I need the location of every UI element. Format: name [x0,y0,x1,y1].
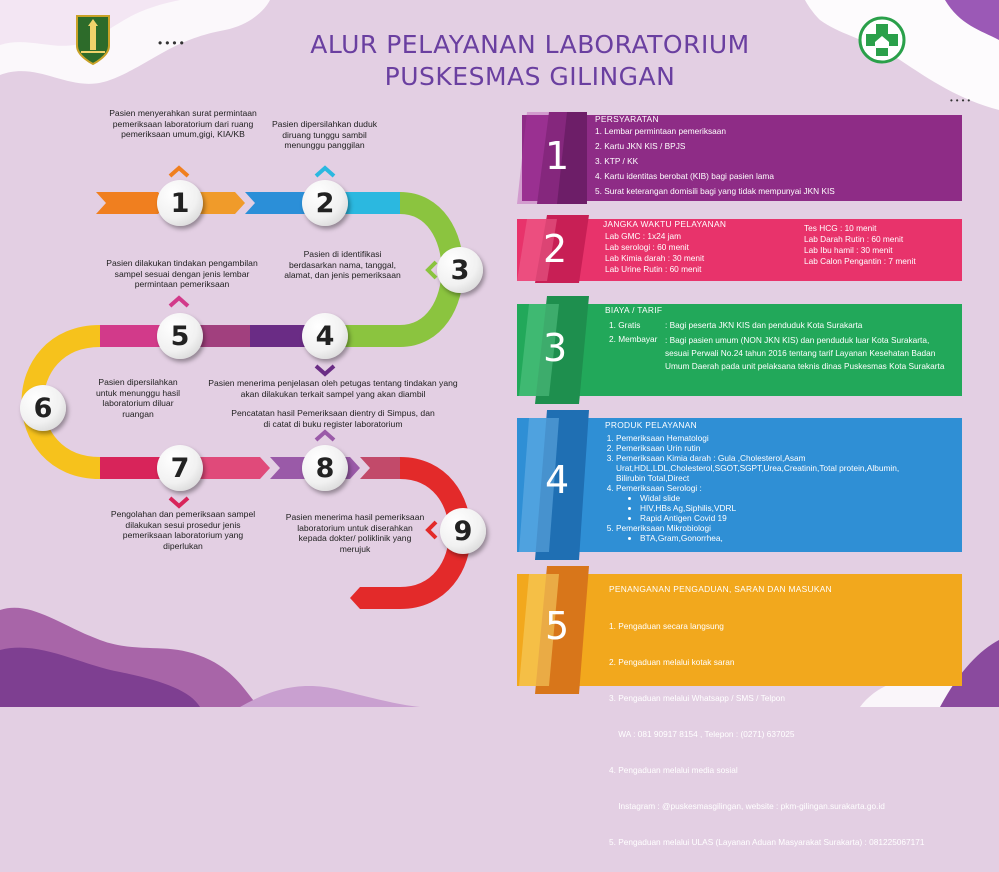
list-item: 4. Pengaduan melalui media sosial [609,765,738,775]
list-item: Instagram : @puskesmasgilingan, website : pkm-gilingan.surakarta.go.id [609,801,885,811]
panel-3-bayar-label: 2. Membayar [609,334,658,344]
step-8-text: Pencatatan hasil Pemeriksaan dientry di Simpus, dan di catat di buku register laboratorium [231,408,435,429]
step-3-text: Pasien di identifikasi berdasarkan nama, tanggal, alamat, dan jenis pemeriksaan [284,249,401,280]
step-6-text: Pasien dipersilahkan untuk menunggu hasil laboratorium diluar ruangan [95,377,181,419]
list-item: 5. Pengaduan melalui ULAS (Layanan Aduan Masyarakat Surakarta) : 081225067171 [609,837,925,847]
list-item: • Rapid Antigen Covid 19 [640,513,910,523]
list-item: Lab Kimia darah : 30 menit [605,253,705,263]
step-7-text: Pengolahan dan pemeriksaan sampel dilakukan sesui prosedur jenis pemeriksaan laboratorium yang diperlukan [110,509,256,551]
step-2-ball: 2 [302,180,348,226]
list-item: Lab Calon Pengantin : 7 menit [804,256,916,266]
panel-3-bayar-text: : Bagi pasien umum (NON JKN KIS) dan penduduk luar Kota Surakarta, sesuai Perwali No.24 tahun 2016 tentang tarif Layanan Kesehatan Badan Umum Daerah pada unit pelaksana teknis dinas Puskesmas Kota Surakarta [665,335,945,371]
step-4-ball: 4 [302,313,348,359]
list-item: Tes HCG : 10 menit [804,223,877,233]
list-item: • BTA,Gram,Gonorrhea, [640,533,910,543]
step-7-ball: 7 [157,445,203,491]
panel-1-number: 1 [545,134,570,178]
list-item: 4. Pemeriksaan Serologi : • Widal slide • HIV,HBs Ag,Siphilis,VDRL • Rapid Antigen Covid 19 [616,483,910,523]
list-item: 1. Pengaduan secara langsung [609,621,724,631]
step-5-ball: 5 [157,313,203,359]
step-8-ball: 8 [302,445,348,491]
list-item: 5. Surat keterangan domisili bagi yang tidak mempunyai JKN KIS [595,186,835,196]
panel-4-title: PRODUK PELAYANAN [605,420,697,430]
puskesmas-logo [858,16,906,64]
list-item: Lab Urine Rutin : 60 menit [605,264,702,274]
step-9-ball: 9 [440,508,486,554]
step-6-ball: 6 [20,385,66,431]
step-1-text: Pasien menyerahkan surat permintaan pemeriksaan laboratorium dari ruang pemeriksaan umum,gigi, KIA/KB [109,108,257,139]
list-item: Lab Ibu hamil : 30 menit [804,245,893,255]
step-9-text: Pasien menerima hasil pemeriksaan laboratorium untuk diserahkan kepada dokter/ poliklinik yang merujuk [285,512,425,554]
flow-ribbon [0,0,520,707]
panel-3-gratis-label: 1. Gratis [609,320,641,330]
step-1-ball: 1 [157,180,203,226]
list-item: 3. KTP / KK [595,156,639,166]
step-5-text: Pasien dilakukan tindakan pengambilan sampel sesuai dengan jenis lembar permintaan pemeriksaan [106,258,258,289]
panel-1-title: PERSYARATAN [595,114,659,124]
panel-jangka-waktu [517,215,962,283]
list-item: 3. Pemeriksaan Kimia darah : Gula ,Cholesterol,Asam Urat,HDL,LDL,Cholesterol,SGOT,SGPT,Urea,Creatinin,Total protein,Albumin, Bilirubin Total,Direct [616,453,910,483]
step-2-text: Pasien dipersilahkan duduk diruang tunggu sambil menunggu panggilan [271,119,378,150]
decorative-dots: •••• [950,96,974,105]
panel-2-col1 [605,231,805,275]
page-title-line2: PUSKESMAS GILINGAN [384,62,676,91]
page-title-line1: ALUR PELAYANAN LABORATORIUM [310,30,750,59]
list-item: 2. Pemeriksaan Urin rutin [616,443,910,453]
panel-1-list [595,126,955,197]
list-item: Lab Darah Rutin : 60 menit [804,234,904,244]
list-item: 5. Pemeriksaan Mikrobiologi • BTA,Gram,Gonorrhea, [616,523,910,543]
panel-2-number: 2 [543,227,568,271]
list-item: Lab GMC : 1x24 jam [605,231,682,241]
list-item: • HIV,HBs Ag,Siphilis,VDRL [640,503,910,513]
panel-pengaduan [517,566,962,847]
list-item: 3. Pengaduan melalui Whatsapp / SMS / Telpon [609,693,786,703]
panel-produk [517,410,962,560]
list-item: 4. Kartu identitas berobat (KIB) bagi pasien lama [595,171,774,181]
step-3-ball: 3 [437,247,483,293]
panel-3-number: 3 [543,326,568,370]
panel-4-list [605,433,910,543]
decorative-dots: •••• [158,36,187,50]
panel-persyaratan [517,112,962,204]
step-4-text: Pasien menerima penjelasan oleh petugas tentang tindakan yang akan dilakukan terkait sampel yang akan diambil [208,378,458,399]
panel-5-number: 5 [545,604,570,648]
panel-3-gratis-text: : Bagi peserta JKN KIS dan penduduk Kota Surakarta [665,320,863,330]
list-item: • Widal slide [640,493,910,503]
list-item: Lab serologi : 60 menit [605,242,689,252]
list-item: 1. Pemeriksaan Hematologi [616,433,910,443]
panel-4-number: 4 [545,458,570,502]
panel-5-title: PENANGANAN PENGADUAN, SARAN DAN MASUKAN [609,584,832,594]
list-item: 2. Pengaduan melalui kotak saran [609,657,735,667]
list-item: WA : 081 90917 8154 , Telepon : (0271) 637025 [609,729,795,739]
panel-3-title: BIAYA / TARIF [605,305,663,315]
panel-2-title: JANGKA WAKTU PELAYANAN [603,219,727,229]
panel-2-col2 [804,223,954,267]
list-item: 1. Lembar permintaan pemeriksaan [595,126,726,136]
list-item: 2. Kartu JKN KIS / BPJS [595,141,686,151]
panel-5-list [609,596,959,872]
panel-biaya [517,296,962,404]
